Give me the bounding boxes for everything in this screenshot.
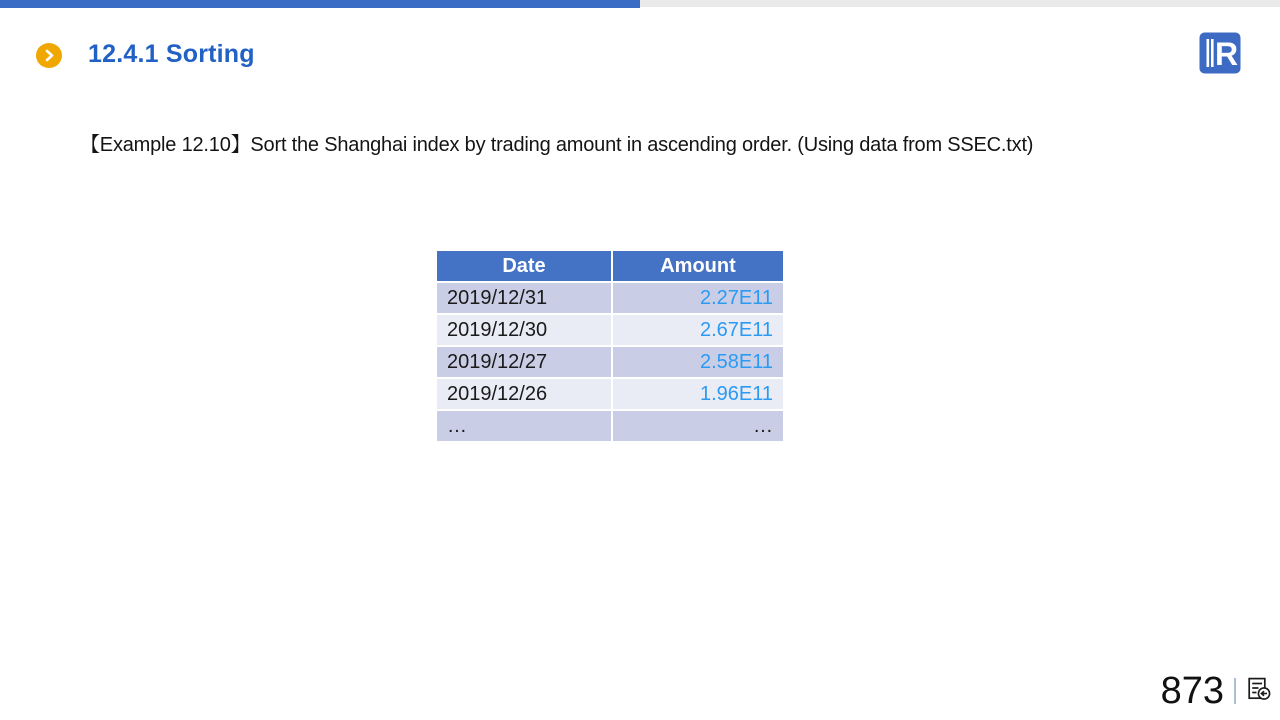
page-number: 873 — [1160, 670, 1224, 712]
table-cell-amount: 2.67E11 — [613, 315, 783, 345]
svg-text:R: R — [1215, 36, 1239, 72]
table-cell-amount-ellipsis: … — [613, 411, 783, 441]
document-return-icon — [1246, 676, 1272, 707]
footer-divider — [1234, 678, 1236, 704]
table-cell-date-ellipsis: … — [437, 411, 611, 441]
table-cell-date: 2019/12/26 — [437, 379, 611, 409]
table-cell-date: 2019/12/30 — [437, 315, 611, 345]
page-title: 12.4.1 Sorting — [88, 40, 255, 68]
sorted-amount-table — [437, 251, 783, 441]
table-cell-amount: 2.27E11 — [613, 283, 783, 313]
table-header-date: Date — [437, 251, 611, 281]
example-text: 【Example 12.10】Sort the Shanghai index by trading amount in ascending order. (Using data from SSEC.txt) — [80, 134, 1034, 156]
table-cell-date: 2019/12/27 — [437, 347, 611, 377]
table-header-amount: Amount — [613, 251, 783, 281]
footer — [1161, 672, 1272, 710]
table-cell-date: 2019/12/31 — [437, 283, 611, 313]
r-book-logo-icon — [1199, 32, 1241, 74]
top-accent-bar-blue — [0, 0, 640, 8]
chevron-right-circle-icon — [36, 43, 62, 68]
table-cell-amount: 2.58E11 — [613, 347, 783, 377]
top-accent-bar-gray — [640, 0, 1280, 7]
table-cell-amount: 1.96E11 — [613, 379, 783, 409]
